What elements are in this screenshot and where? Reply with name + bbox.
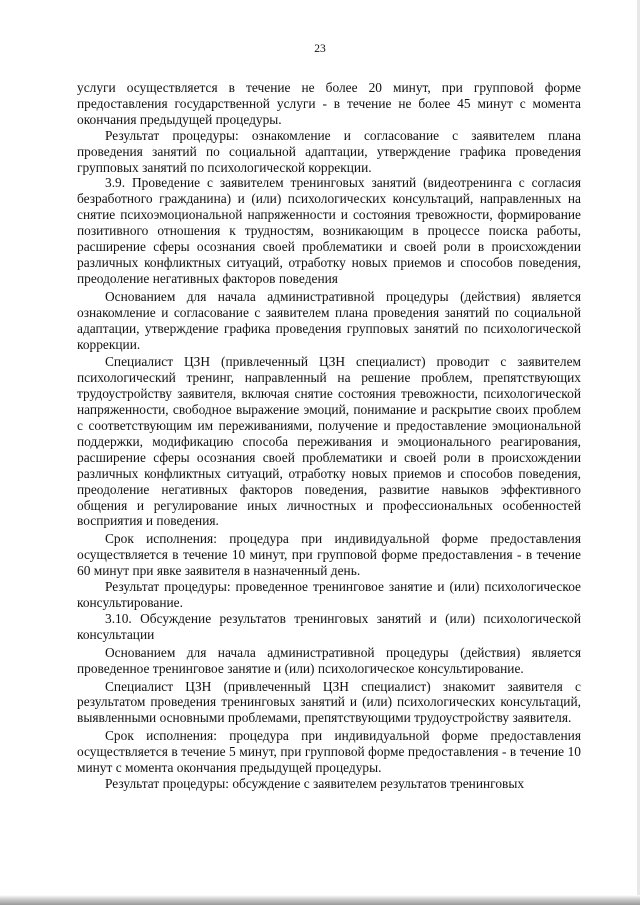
paragraph-result-3-10: Результат процедуры: обсуждение с заявителем результатов тренинговых <box>105 775 525 791</box>
paragraph-basis-3-10: Основанием для начала административной процедуры (действия) является проведенное тренинговое занятие и (или) психологическое консультирование. <box>77 644 581 676</box>
paragraph-result-3-8: Результат процедуры: ознакомление и согласование с заявителем плана проведения занятий по социальной адаптации, утверждение графика проведения групповых занятий по психологической коррекции. <box>77 127 581 175</box>
scan-bottom-shadow <box>0 895 640 905</box>
paragraph-specialist-3-10: Специалист ЦЗН (привлеченный ЦЗН специалист) знакомит заявителя с результатом проведения тренинговых занятий и (или) психологических консультаций, выявленными основными проблемами, препятствующими трудоустройству заявителя. <box>77 678 581 726</box>
section-3-9-heading: 3.9. Проведение с заявителем тренинговых занятий (видеотренинга с согласия безработного гражданина) и (или) психологических консультаций, направленных на снятие психоэмоциональной напряженности и состояния тревожности, формирование позитивного отношения к трудностям, возникающим в процессе поиска работы, расширение сферы осознания своей проблематики и своей роли в происхождении различных конфликтных ситуаций, отработку новых приемов и способов поведения, преодоление негативных факторов поведения <box>77 175 581 286</box>
paragraph-deadline-3-10: Срок исполнения: процедура при индивидуальной форме предоставления осуществляется в течение 5 минут, при групповой форме предоставления - в течение 10 минут с момента окончания предыдущей процедуры. <box>77 728 581 776</box>
paragraph-basis-3-9: Основанием для начала административной процедуры (действия) является ознакомление и согласование с заявителем плана проведения занятий по социальной адаптации, утверждение графика проведения групповых занятий по психологической коррекции. <box>77 288 581 352</box>
paragraph-continuation: услуги осуществляется в течение не более 20 минут, при групповой форме предоставления государственной услуги - в течение не более 45 минут с момента окончания предыдущей процедуры. <box>77 80 581 127</box>
page-number: 23 <box>314 43 326 55</box>
paragraph-deadline-3-9: Срок исполнения: процедура при индивидуальной форме предоставления осуществляется в течение 10 минут, при групповой форме предоставления - в течение 60 минут при явке заявителя в назначенный день. <box>77 531 581 579</box>
section-3-10-heading: 3.10. Обсуждение результатов тренинговых занятий и (или) психологической консультации <box>77 610 581 642</box>
paragraph-result-3-9: Результат процедуры: проведенное тренинговое занятие и (или) психологическое консультирование. <box>77 579 581 610</box>
paragraph-specialist-3-9: Специалист ЦЗН (привлеченный ЦЗН специалист) проводит с заявителем психологический тренинг, направленный на решение проблем, препятствующих трудоустройству заявителя, включая снятие состояния тревожности, психологической напряженности, свободное выражение эмоций, понимание и раскрытие своих проблем с соответствующим им переживаниями, получение и предоставление эмоциональной поддержки, модификацию способа переживания и эмоционального реагирования, расширение сферы осознания своей проблематики и своей роли в происхождении различных конфликтных ситуаций, отработку новых приемов и способов поведения, преодоление негативных факторов поведения, развитие навыков эффективного общения и регулирование иных личностных и профессиональных особенностей восприятия и поведения. <box>77 354 581 529</box>
document-body <box>77 80 581 792</box>
